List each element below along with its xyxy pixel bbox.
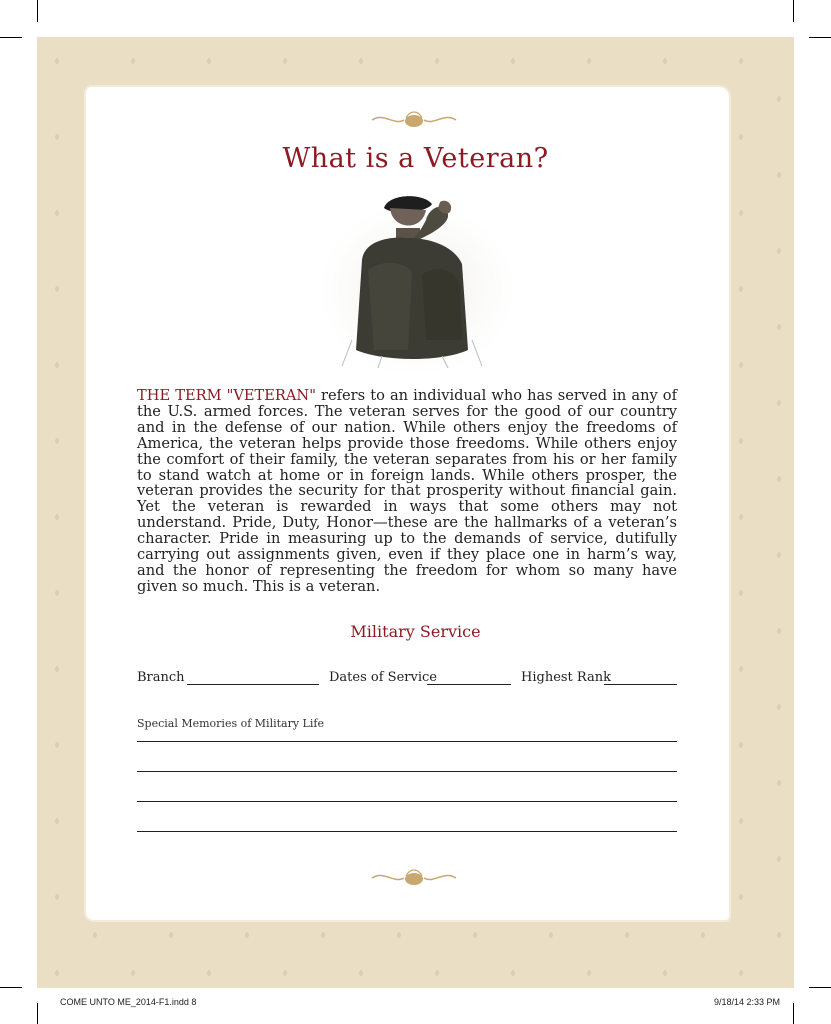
memories-line-3[interactable] [137,801,677,802]
memories-line-4[interactable] [137,831,677,832]
crop-mark [0,987,22,988]
date-slug: 9/18/14 2:33 PM [714,997,781,1007]
crop-mark [37,1003,38,1024]
veteran-definition-paragraph [137,388,677,595]
memories-line-1[interactable] [137,741,677,742]
branch-field[interactable] [187,684,319,685]
memories-line-2[interactable] [137,771,677,772]
highest-rank-label: Highest Rank [521,670,611,685]
crop-mark [0,37,22,38]
branch-label: Branch [137,670,185,685]
body-text: refers to an individual who has served in any of the U.S. armed forces. The veteran serves for the good of our country and in the defense of our nation. While others enjoy the freedoms of America, the veteran helps provide those freedoms. While others enjoy the comfort of their family, the veteran separates from his or her family to stand watch at home or in foreign lands. While others prosper, the veteran provides the security for that prosperity without financial gain. Yet the veteran is rewarded in ways that some others may not understand. Pride, Duty, Honor—these are the hallmarks of a veteran’s character. Pride in measuring up to the demands of service, dutifully carrying out assignments given, even if they place one in harm’s way, and the honor of representing the freedom for whom so many have given so much. This is a veteran. [137,387,677,595]
crop-mark [37,0,38,22]
top-flourish-icon [364,108,464,132]
crop-mark [809,987,831,988]
special-memories-label: Special Memories of Military Life [137,717,324,730]
dates-of-service-field[interactable] [427,684,511,685]
dates-of-service-label: Dates of Service [329,670,437,685]
highest-rank-field[interactable] [604,684,677,685]
crop-mark [793,1003,794,1024]
file-slug: COME UNTO ME_2014-F1.indd 8 [60,997,197,1007]
crop-mark [809,37,831,38]
military-service-heading: Military Service [350,622,481,641]
bottom-flourish-icon [364,866,464,890]
body-lead-text: THE TERM "VETERAN" [137,387,316,404]
crop-mark [793,0,794,22]
saluting-soldier-illustration [322,190,512,370]
page-title: What is a Veteran? [282,143,549,174]
